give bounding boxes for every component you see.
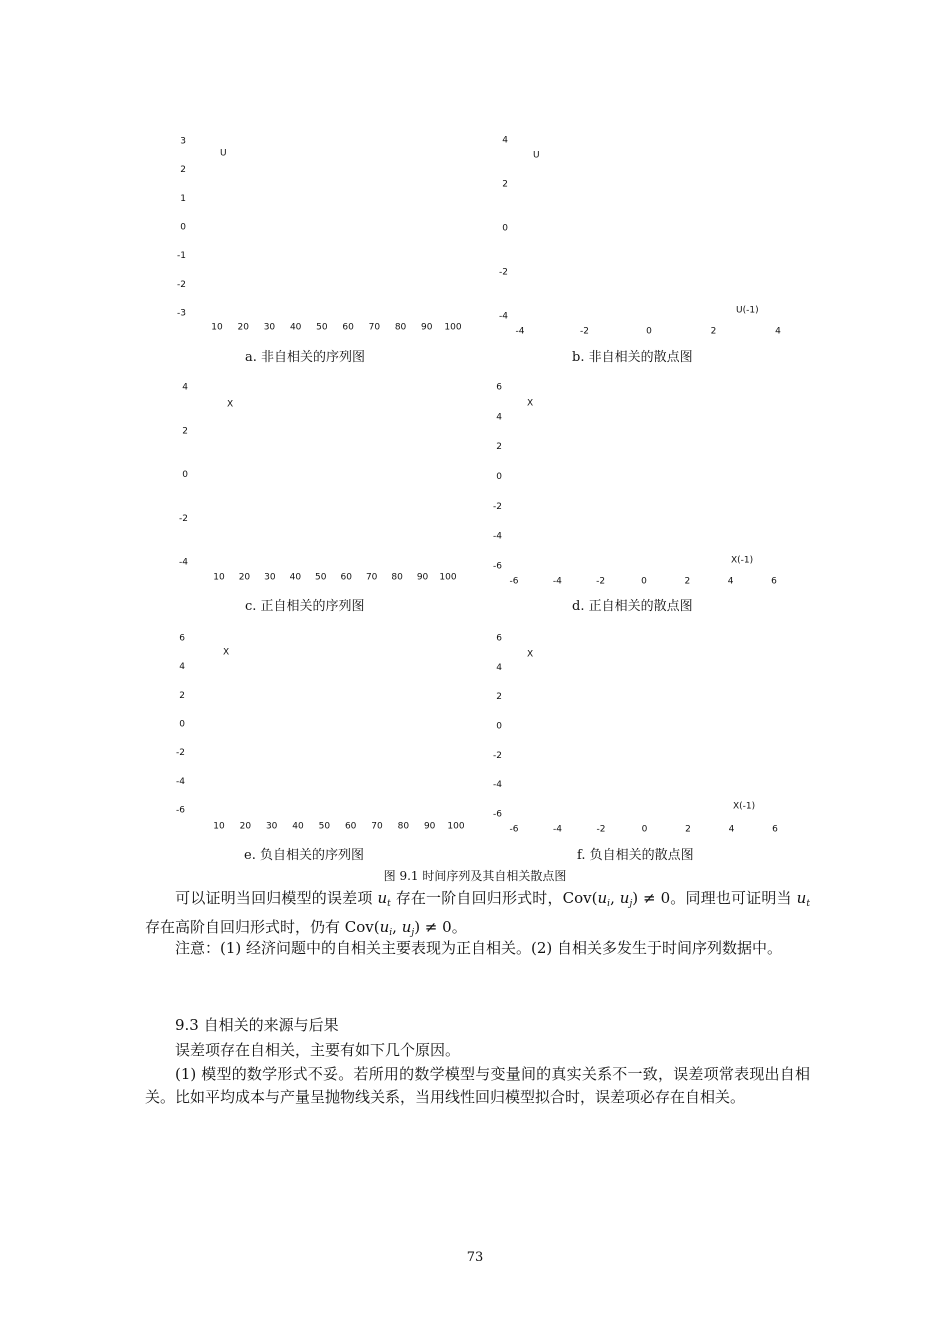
x-tick-label: 40 (289, 322, 302, 333)
math-sub: t (806, 899, 810, 909)
y-tick-label: 0 (180, 222, 186, 233)
chart-f (485, 628, 800, 838)
chart-c-svg (160, 378, 480, 588)
chart-c (160, 378, 480, 588)
x-tick-label: 100 (447, 821, 465, 832)
section-heading: 9.3 自相关的来源与后果 (175, 1016, 339, 1034)
text-run: ) ≠ 0。 (414, 918, 467, 936)
y-tick-label: -1 (177, 251, 186, 262)
x-tick-label: 70 (368, 322, 381, 333)
x-tick-label: 100 (444, 322, 462, 333)
math-sub: j (629, 899, 633, 909)
paragraph-reasons (145, 1039, 810, 1062)
x-tick-label: 50 (318, 821, 331, 832)
chart-c-caption: c. 正自相关的序列图 (245, 599, 365, 614)
chart-e-svg (160, 628, 480, 838)
y-tick-label: 0 (182, 470, 188, 480)
y-tick-label: -4 (493, 531, 502, 542)
x-tick-label: 0 (641, 824, 648, 835)
y-axis-label: U (220, 148, 227, 159)
x-tick-label: -2 (596, 576, 606, 587)
x-tick-label: 20 (238, 572, 251, 583)
y-tick-label: 4 (182, 382, 188, 393)
x-tick-label: 2 (684, 576, 691, 587)
y-tick-label: 2 (179, 690, 185, 701)
x-tick-label: 4 (775, 326, 781, 337)
y-tick-label: 2 (496, 442, 502, 453)
y-tick-label: -2 (499, 267, 508, 278)
y-tick-label: 3 (180, 136, 186, 147)
y-tick-label: -6 (493, 809, 502, 820)
paragraph-reason-1 (145, 1063, 810, 1109)
x-tick-label: 30 (265, 821, 278, 832)
y-tick-label: 6 (496, 633, 502, 644)
x-tick-label: 60 (340, 572, 352, 583)
math-var: u (401, 918, 412, 936)
text-run: , (610, 889, 620, 907)
chart-f-svg (485, 628, 800, 838)
chart-d-caption: d. 正自相关的散点图 (572, 599, 693, 614)
x-tick-label: 90 (423, 821, 436, 832)
y-tick-label: -4 (179, 557, 188, 568)
x-tick-label: 60 (342, 322, 354, 333)
x-tick-label: -4 (552, 576, 562, 587)
y-tick-label: 6 (496, 382, 502, 393)
chart-b-caption: b. 非自相关的散点图 (572, 350, 693, 365)
y-tick-label: -2 (493, 750, 502, 761)
math-var: u (377, 889, 388, 907)
y-tick-label: 4 (496, 412, 502, 423)
x-tick-label: 0 (641, 576, 647, 587)
y-tick-label: 0 (496, 472, 502, 482)
chart-a-svg (160, 130, 480, 335)
x-tick-label: 20 (239, 821, 252, 832)
y-tick-label: -2 (176, 748, 185, 759)
text-run: 误差项存在自相关，主要有如下几个原因。 (175, 1041, 461, 1059)
math-sub: i (389, 928, 393, 938)
x-tick-label: 4 (727, 576, 734, 587)
y-tick-label: -3 (177, 308, 186, 319)
x-tick-label: 30 (263, 322, 276, 333)
chart-a (160, 130, 480, 335)
x-tick-label: 80 (397, 821, 410, 832)
x-tick-label: 10 (213, 821, 225, 832)
x-tick-label: 10 (211, 322, 223, 333)
math-sub: t (387, 899, 391, 909)
y-axis-label: X (223, 647, 230, 658)
x-tick-label: 6 (771, 576, 777, 587)
figure-title: 图 9.1 时间序列及其自相关散点图 (383, 869, 567, 883)
x-tick-label: 70 (371, 821, 383, 832)
x-tick-label: 0 (646, 326, 652, 337)
chart-e-caption: e. 负自相关的序列图 (244, 848, 364, 863)
y-tick-label: -2 (179, 513, 188, 524)
chart-f-caption: f. 负自相关的散点图 (577, 848, 694, 863)
x-tick-label: 2 (710, 326, 717, 337)
y-axis-label: X (227, 399, 234, 410)
y-tick-label: 6 (179, 633, 185, 644)
x-tick-label: 30 (264, 572, 276, 583)
math-sub: i (607, 899, 611, 909)
x-tick-label: 60 (344, 821, 357, 832)
y-tick-label: 2 (180, 165, 186, 176)
x-axis-label: X(-1) (733, 801, 756, 812)
y-tick-label: 0 (502, 223, 508, 234)
x-tick-label: -6 (509, 824, 519, 835)
y-tick-label: 2 (182, 426, 188, 437)
text-run: 存在一阶自回归形式时，Cov( (390, 889, 598, 907)
chart-e (160, 628, 480, 838)
x-tick-label: 20 (237, 322, 249, 333)
y-axis-label: X (527, 398, 534, 409)
chart-d (485, 378, 800, 588)
y-tick-label: -4 (493, 780, 502, 791)
y-tick-label: -6 (176, 805, 185, 816)
y-tick-label: -2 (177, 279, 186, 290)
y-axis-label: U (533, 150, 540, 161)
x-tick-label: 50 (316, 322, 328, 333)
x-tick-label: 2 (685, 824, 691, 835)
page-number: 73 (466, 1250, 484, 1265)
x-tick-label: 80 (394, 322, 407, 333)
x-tick-label: 100 (439, 572, 457, 583)
y-tick-label: 2 (496, 692, 502, 703)
x-tick-label: -6 (509, 576, 519, 587)
y-tick-label: -2 (493, 501, 502, 512)
x-tick-label: 80 (391, 572, 403, 583)
text-run: (1) 模型的数学形式不妥。若所用的数学模型与变量间的真实关系不一致，误差项常表现出自相关。比如平均成本与产量呈抛物线关系，当用线性回归模型拟合时，误差项必存在自相关。 (145, 1065, 810, 1106)
x-tick-label: 50 (315, 572, 327, 583)
x-axis-label: X(-1) (731, 555, 754, 566)
x-tick-label: 40 (292, 821, 304, 832)
x-tick-label: -4 (553, 824, 562, 835)
y-tick-label: -6 (493, 561, 502, 572)
chart-b-svg (490, 130, 800, 340)
y-tick-label: -4 (499, 311, 508, 322)
math-var: u (796, 889, 807, 907)
text-run: , (392, 918, 402, 936)
x-tick-label: 40 (289, 572, 302, 583)
y-tick-label: 4 (179, 662, 185, 673)
math-var: u (619, 889, 630, 907)
chart-a-caption: a. 非自相关的序列图 (245, 350, 366, 365)
x-tick-label: 10 (213, 572, 225, 583)
y-tick-label: 1 (180, 193, 186, 204)
y-axis-label: X (527, 649, 534, 660)
math-sub: j (411, 928, 415, 938)
text-run: 可以证明当回归模型的误差项 (175, 889, 378, 907)
y-tick-label: 4 (502, 135, 508, 146)
x-tick-label: -2 (596, 824, 606, 835)
x-tick-label: -4 (515, 326, 525, 337)
y-tick-label: 2 (502, 179, 508, 190)
x-tick-label: 6 (772, 824, 778, 835)
x-tick-label: 90 (421, 322, 433, 333)
math-var: u (597, 889, 608, 907)
chart-d-svg (485, 378, 800, 588)
y-tick-label: 0 (179, 719, 185, 730)
text-run: ) ≠ 0。同理也可证明当 (632, 889, 797, 907)
x-tick-label: 70 (365, 572, 378, 583)
x-tick-label: -2 (580, 326, 589, 337)
paragraph-note (145, 937, 810, 960)
chart-b (490, 130, 800, 340)
x-axis-label: U(-1) (736, 305, 759, 316)
x-tick-label: 4 (728, 824, 735, 835)
text-run: 存在高阶自回归形式时，仍有 Cov( (145, 918, 380, 936)
y-tick-label: -4 (176, 776, 185, 787)
y-tick-label: 4 (496, 662, 502, 673)
text-run: 注意：(1) 经济问题中的自相关主要表现为正自相关。(2) 自相关多发生于时间序列数据中。 (175, 939, 783, 957)
x-tick-label: 90 (416, 572, 429, 583)
math-var: u (379, 918, 390, 936)
y-tick-label: 0 (496, 721, 502, 732)
